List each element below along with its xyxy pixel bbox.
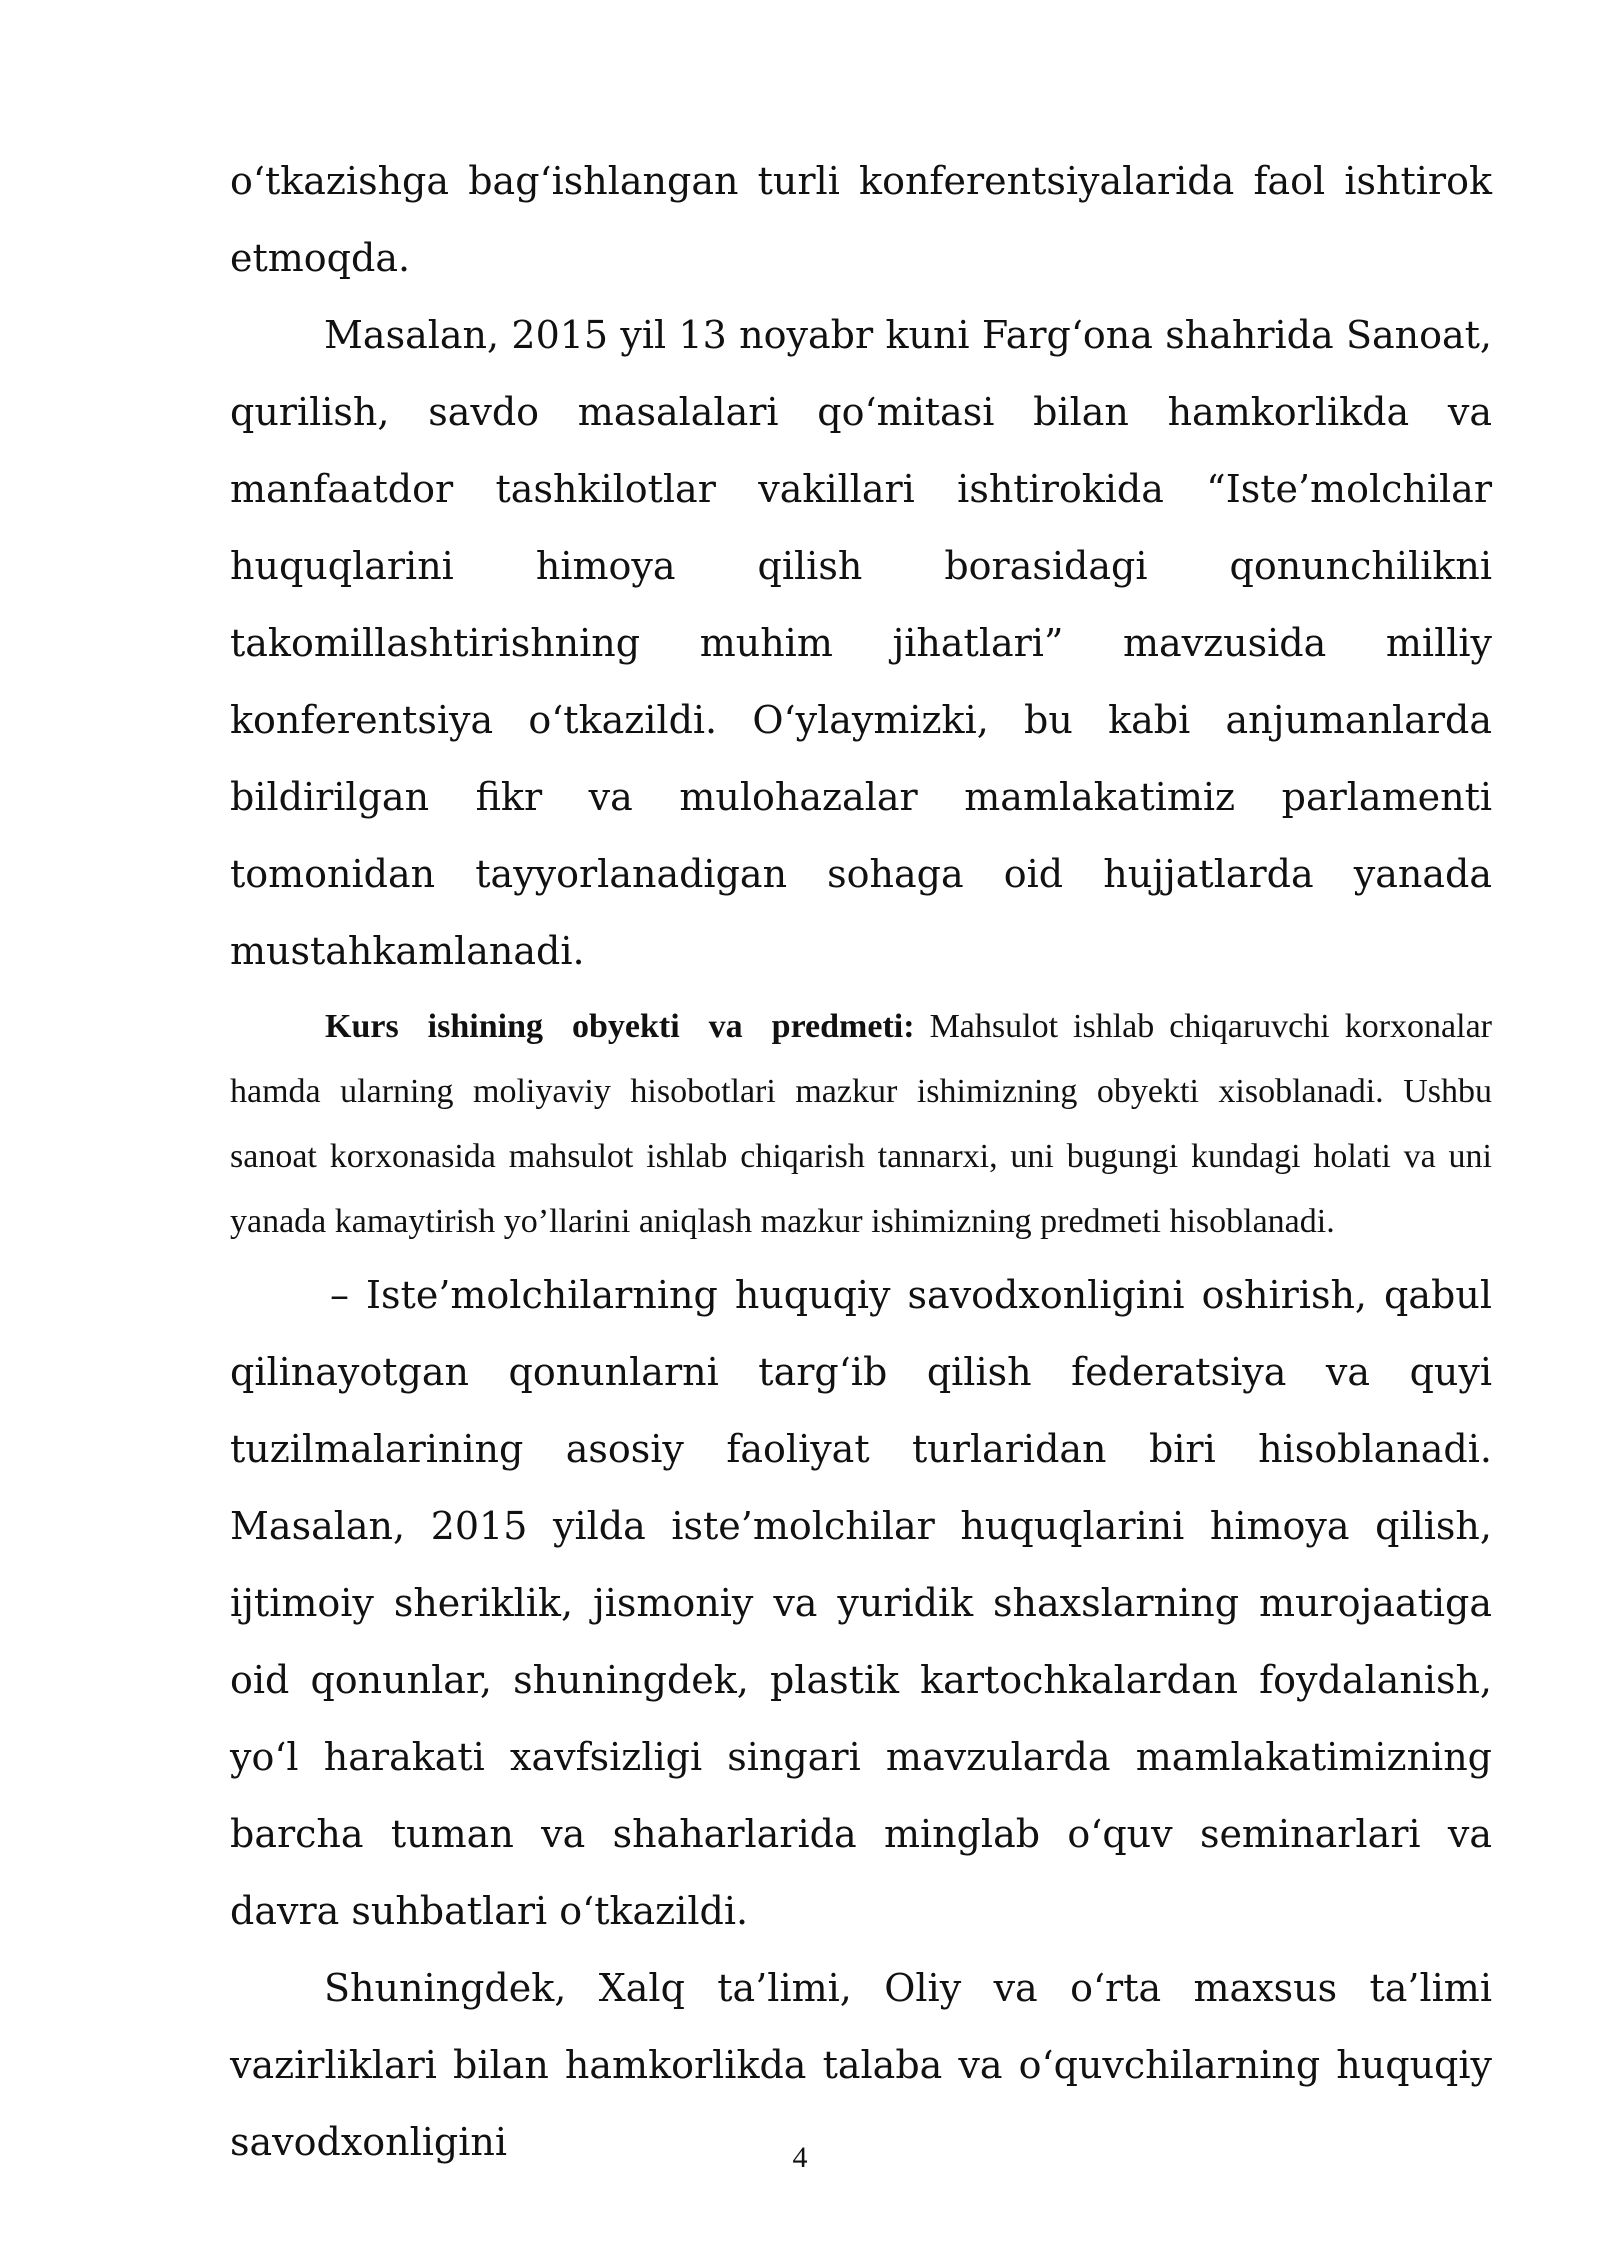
page-number: 4: [792, 2141, 808, 2174]
paragraph-legal-literacy: – Iste’molchilarning huquqiy savodxonligini oshirish, qabul qilinayotgan qonunlarni targ‘ib qilish federatsiya va quyi tuzilmalarining asosiy faoliyat turlaridan biri hisoblanadi. Masalan, 2015 yilda iste’molchilar huquqlarini himoya qilish, ijtimoiy sheriklik, jismoniy va yuridik shaxslarning murojaatiga oid qonunlar, shuningdek, plastik kartochkalardan foydalanish, yo‘l harakati xavfsizligi singari mavzularda mamlakatimizning barcha tuman va shaharlarida minglab o‘quv seminarlari va davra suhbatlari o‘tkazildi.: [230, 1273, 1492, 1933]
paragraph-conference: Masalan, 2015 yil 13 noyabr kuni Farg‘ona shahrida Sanoat, qurilish, savdo masalalari qo‘mitasi bilan hamkorlikda va manfaatdor tashkilotlar vakillari ishtirokida “Iste’molchilar huquqlarini himoya qilish borasidagi qonunchilikni takomillashtirishning muhim jihatlari” mavzusida milliy konferentsiya o‘tkazildi. O‘ylaymizki, bu kabi anjumanlarda bildirilgan fikr va mulohazalar mamlakatimiz parlamenti tomonidan tayyorlanadigan sohaga oid hujjatlarda yanada mustahkamlanadi.: [230, 313, 1492, 973]
paragraph-ministries: Shuningdek, Xalq ta’limi, Oliy va o‘rta maxsus ta’limi vazirliklari bilan hamkorlikda talaba va o‘quvchilarning huquqiy savodxonligini: [230, 1966, 1492, 2164]
course-object-heading: Kurs ishining obyekti va predmeti:: [325, 1008, 915, 1045]
paragraph-continuation: o‘tkazishga bag‘ishlangan turli konferentsiyalarida faol ishtirok etmoqda.: [230, 159, 1492, 280]
page-body: [230, 143, 1492, 2181]
course-object-text: Mahsulot ishlab chiqaruvchi korxonalar hamda ularning moliyaviy hisobotlari mazkur ishimizning obyekti xisoblanadi. Ushbu sanoat korxonasida mahsulot ishlab chiqarish tannarxi, uni bugungi kundagi holati va uni yanada kamaytirish yo’llarini aniqlash mazkur ishimizning predmeti hisoblanadi.: [230, 1008, 1492, 1240]
paragraph-course-object: [230, 994, 1492, 1254]
